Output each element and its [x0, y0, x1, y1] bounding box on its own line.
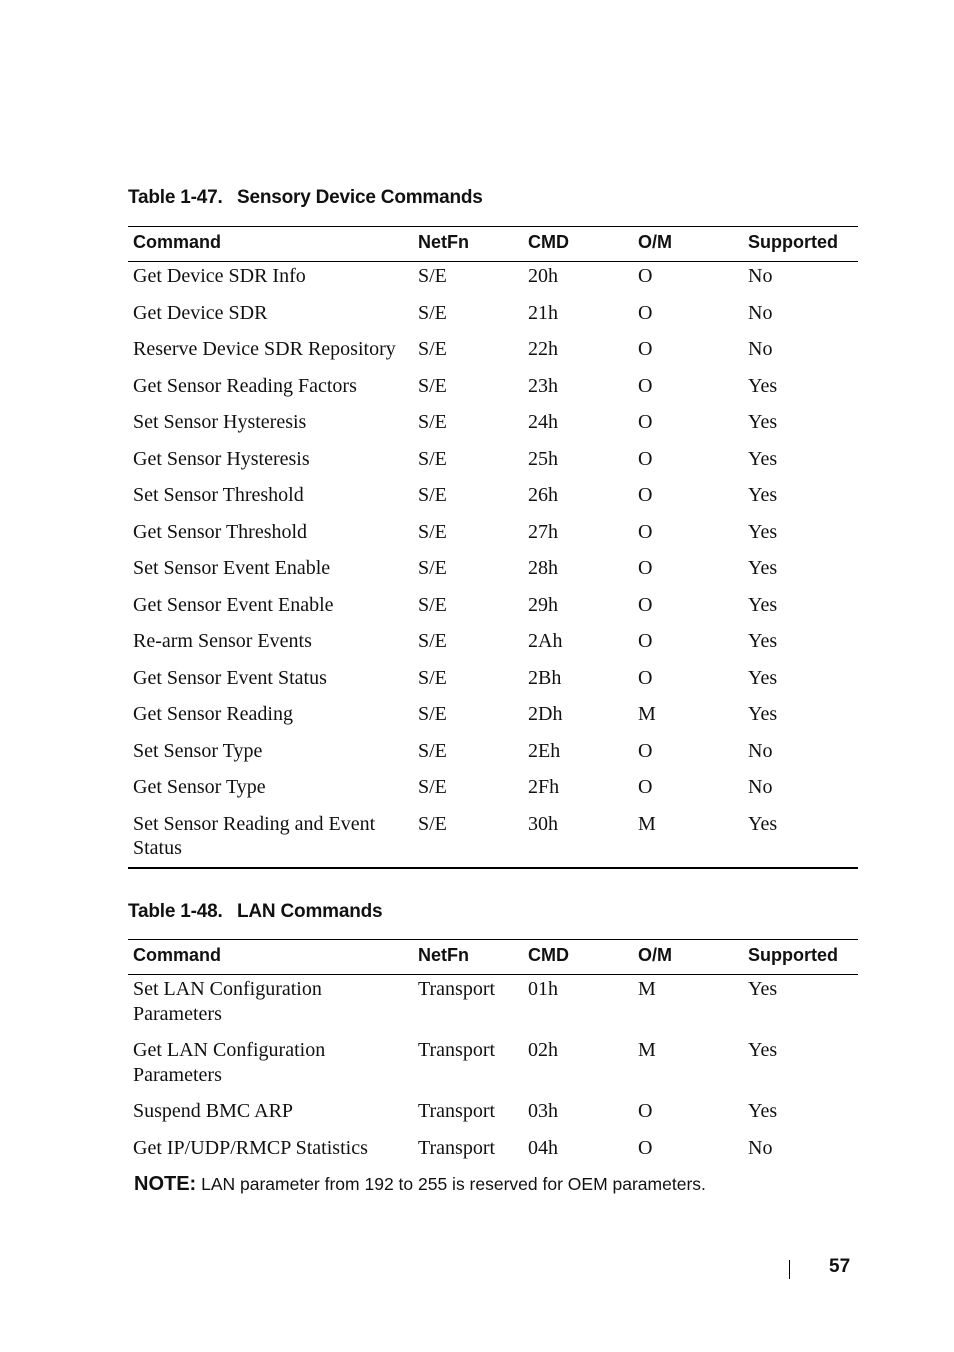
- cell-om: O: [638, 265, 653, 287]
- cell-om: O: [638, 739, 653, 762]
- cell-command: Reserve Device SDR Repository: [133, 338, 396, 360]
- table-row: [128, 405, 858, 442]
- column-header-supported: Supported: [743, 227, 858, 262]
- cell-cmd: 24h: [528, 411, 558, 433]
- cell-supported: Yes: [748, 978, 778, 1000]
- table-header-row: [128, 940, 858, 975]
- cell-command: Get Sensor Event Status: [133, 666, 327, 689]
- table-1-48-title: LAN Commands: [237, 901, 383, 922]
- table-row: [128, 369, 858, 406]
- cell-supported: Yes: [748, 411, 778, 433]
- cell-netfn: S/E: [418, 557, 447, 579]
- cell-netfn: S/E: [418, 484, 447, 506]
- page-number: 57: [829, 1256, 851, 1277]
- note-text: LAN parameter from 192 to 255 is reserved for OEM parameters.: [201, 1174, 706, 1194]
- table-row: [128, 588, 858, 625]
- table-1-47-caption: [128, 187, 483, 209]
- cell-netfn: S/E: [418, 411, 447, 433]
- table-1-48-caption: [128, 901, 382, 923]
- table-1-47-number: Table 1-47.: [128, 187, 223, 208]
- cell-cmd: 21h: [528, 301, 558, 324]
- cell-cmd: 2Eh: [528, 739, 561, 762]
- cell-netfn: Transport: [418, 1100, 496, 1122]
- cell-netfn: S/E: [418, 520, 447, 543]
- table-row: [128, 442, 858, 479]
- table-row: [128, 515, 858, 552]
- cell-om: O: [638, 301, 653, 324]
- cell-supported: Yes: [748, 484, 778, 506]
- cell-netfn: S/E: [418, 265, 447, 287]
- table-row: [128, 296, 858, 333]
- cell-command: Re-arm Sensor Events: [133, 630, 312, 652]
- cell-supported: No: [748, 776, 773, 798]
- cell-command: Get Device SDR Info: [133, 265, 306, 287]
- cell-cmd: 30h: [523, 807, 633, 868]
- cell-command: Get Sensor Type: [133, 776, 266, 798]
- table-row: [128, 478, 858, 515]
- cell-cmd: 02h: [528, 1039, 558, 1061]
- cell-om: M: [638, 703, 656, 725]
- cell-netfn: S/E: [418, 301, 447, 324]
- cell-om: O: [638, 593, 653, 616]
- table-row: [128, 770, 858, 807]
- cell-om: O: [638, 411, 653, 433]
- column-header-command: Command: [128, 940, 413, 975]
- cell-netfn: S/E: [418, 593, 447, 616]
- cell-command: Get Device SDR: [133, 301, 268, 324]
- column-header-cmd: CMD: [523, 940, 633, 975]
- cell-supported: Yes: [748, 630, 778, 652]
- cell-cmd: 2Bh: [528, 666, 562, 689]
- note-label: NOTE:: [134, 1173, 197, 1195]
- table-row: [128, 697, 858, 734]
- cell-om: O: [638, 374, 653, 397]
- cell-netfn: S/E: [418, 447, 447, 470]
- table-row: [128, 1094, 858, 1131]
- cell-supported: Yes: [748, 557, 778, 579]
- table-row: [128, 624, 858, 661]
- table-body: [128, 975, 858, 1168]
- cell-om: O: [638, 447, 653, 470]
- cell-supported: Yes: [748, 1039, 778, 1061]
- table-1-48-number: Table 1-48.: [128, 901, 223, 922]
- cell-om: O: [638, 630, 653, 652]
- cell-netfn: S/E: [418, 630, 447, 652]
- cell-cmd: 25h: [528, 447, 558, 470]
- cell-cmd: 23h: [528, 374, 558, 397]
- cell-netfn: Transport: [418, 1039, 496, 1061]
- column-header-command: Command: [128, 227, 413, 262]
- cell-cmd: 22h: [528, 338, 558, 360]
- cell-command: Set Sensor Event Enable: [133, 557, 331, 579]
- table-body: [128, 262, 858, 868]
- cell-command: Set Sensor Type: [133, 739, 263, 762]
- cell-supported: Yes: [748, 1100, 778, 1122]
- table-row: [128, 807, 858, 868]
- sensory-device-commands-table: [128, 226, 858, 869]
- column-header-supported: Supported: [743, 940, 858, 975]
- table-row: [128, 975, 858, 1034]
- cell-supported: Yes: [743, 807, 858, 868]
- cell-supported: No: [748, 338, 773, 360]
- cell-cmd: 2Ah: [528, 630, 563, 652]
- cell-supported: No: [748, 301, 773, 324]
- table-row: [128, 1131, 858, 1168]
- cell-command: Get IP/UDP/RMCP Statistics: [133, 1136, 368, 1159]
- cell-om: M: [638, 978, 656, 1000]
- table-header-row: [128, 227, 858, 262]
- cell-netfn: S/E: [418, 703, 447, 725]
- table-row: [128, 332, 858, 369]
- cell-netfn: Transport: [418, 1136, 496, 1159]
- column-header-cmd: CMD: [523, 227, 633, 262]
- table-row: [128, 262, 858, 296]
- cell-cmd: 03h: [528, 1100, 558, 1122]
- cell-command: Get Sensor Reading Factors: [133, 374, 357, 397]
- cell-supported: No: [748, 739, 773, 762]
- cell-command: Get Sensor Hysteresis: [133, 447, 310, 470]
- cell-cmd: 20h: [528, 265, 558, 287]
- cell-cmd: 2Dh: [528, 703, 563, 725]
- cell-om: O: [638, 557, 653, 579]
- cell-om: M: [633, 807, 743, 868]
- cell-om: O: [638, 520, 653, 543]
- cell-supported: Yes: [748, 666, 778, 689]
- cell-cmd: 01h: [528, 978, 558, 1000]
- cell-command: Set Sensor Threshold: [133, 484, 304, 506]
- table-row: [128, 1033, 858, 1094]
- cell-supported: Yes: [748, 703, 778, 725]
- column-header-netfn: NetFn: [413, 227, 523, 262]
- cell-netfn: S/E: [413, 807, 523, 868]
- cell-command: Set LAN Configuration Parameters: [133, 978, 322, 1025]
- cell-command: Set Sensor Reading and Event Status: [128, 807, 413, 868]
- lan-commands-table: [128, 939, 858, 1167]
- cell-command: Get Sensor Threshold: [133, 520, 308, 543]
- cell-netfn: Transport: [418, 978, 496, 1000]
- note: [134, 1173, 706, 1196]
- cell-cmd: 27h: [528, 520, 558, 543]
- cell-supported: Yes: [748, 374, 778, 397]
- cell-cmd: 26h: [528, 484, 558, 506]
- column-header-om: O/M: [633, 227, 743, 262]
- cell-om: M: [638, 1039, 656, 1061]
- cell-supported: Yes: [748, 447, 778, 470]
- cell-cmd: 28h: [528, 557, 558, 579]
- cell-netfn: S/E: [418, 776, 447, 798]
- cell-command: Suspend BMC ARP: [133, 1100, 294, 1122]
- cell-om: O: [638, 338, 653, 360]
- cell-netfn: S/E: [418, 338, 447, 360]
- cell-om: O: [638, 484, 653, 506]
- cell-netfn: S/E: [418, 666, 447, 689]
- column-header-om: O/M: [633, 940, 743, 975]
- table-1-47-title: Sensory Device Commands: [237, 187, 483, 208]
- table-row: [128, 551, 858, 588]
- cell-supported: No: [748, 1136, 773, 1159]
- page-number-divider: [789, 1260, 790, 1279]
- cell-om: O: [638, 666, 653, 689]
- cell-supported: No: [748, 265, 773, 287]
- table-row: [128, 734, 858, 771]
- cell-cmd: 2Fh: [528, 776, 560, 798]
- cell-command: Get Sensor Event Enable: [133, 593, 334, 616]
- cell-command: Get LAN Configuration Parameters: [133, 1039, 326, 1086]
- cell-supported: Yes: [748, 520, 778, 543]
- column-header-netfn: NetFn: [413, 940, 523, 975]
- cell-cmd: 04h: [528, 1136, 558, 1159]
- cell-command: Get Sensor Reading: [133, 703, 293, 725]
- cell-netfn: S/E: [418, 739, 447, 762]
- cell-om: O: [638, 776, 653, 798]
- cell-netfn: S/E: [418, 374, 447, 397]
- cell-supported: Yes: [748, 593, 778, 616]
- cell-command: Set Sensor Hysteresis: [133, 411, 307, 433]
- cell-om: O: [638, 1100, 653, 1122]
- table-row: [128, 661, 858, 698]
- cell-cmd: 29h: [528, 593, 558, 616]
- cell-om: O: [638, 1136, 653, 1159]
